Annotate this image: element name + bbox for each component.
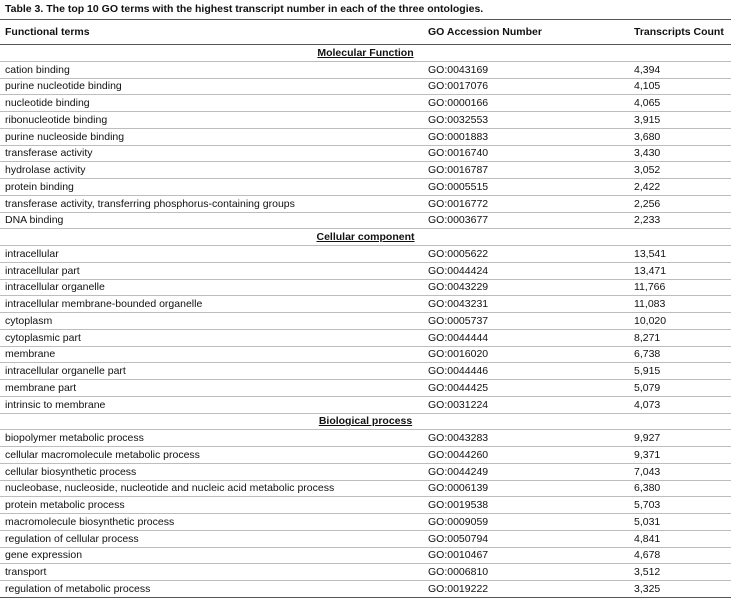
functional-term-cell: membrane part [0, 380, 423, 397]
table-row [0, 78, 731, 95]
functional-term-cell: intracellular [0, 246, 423, 263]
table-row [0, 480, 731, 497]
transcripts-count-cell: 3,052 [629, 162, 731, 179]
functional-term-cell: intracellular part [0, 262, 423, 279]
table-row [0, 547, 731, 564]
table-row [0, 430, 731, 447]
functional-term-cell: cytoplasmic part [0, 329, 423, 346]
functional-term-cell: nucleobase, nucleoside, nucleotide and nucleic acid metabolic process [0, 480, 423, 497]
section-row-cellular-component [0, 229, 731, 246]
table-row [0, 463, 731, 480]
section-row-molecular-function [0, 45, 731, 62]
functional-term-cell: transferase activity, transferring phosphorus-containing groups [0, 195, 423, 212]
section-title: Biological process [0, 413, 731, 430]
transcripts-count-cell: 11,083 [629, 296, 731, 313]
go-accession-cell: GO:0043229 [423, 279, 629, 296]
transcripts-count-cell: 2,256 [629, 195, 731, 212]
functional-term-cell: purine nucleoside binding [0, 128, 423, 145]
transcripts-count-cell: 5,079 [629, 380, 731, 397]
functional-term-cell: purine nucleotide binding [0, 78, 423, 95]
transcripts-count-cell: 13,471 [629, 262, 731, 279]
go-accession-cell: GO:0016772 [423, 195, 629, 212]
go-accession-cell: GO:0043169 [423, 61, 629, 78]
go-accession-cell: GO:0009059 [423, 514, 629, 531]
table-row [0, 313, 731, 330]
transcripts-count-cell: 9,371 [629, 447, 731, 464]
transcripts-count-cell: 11,766 [629, 279, 731, 296]
transcripts-count-cell: 10,020 [629, 313, 731, 330]
functional-term-cell: regulation of metabolic process [0, 581, 423, 598]
table-row [0, 212, 731, 229]
table-row [0, 112, 731, 129]
transcripts-count-cell: 9,927 [629, 430, 731, 447]
transcripts-count-cell: 5,031 [629, 514, 731, 531]
go-accession-cell: GO:0010467 [423, 547, 629, 564]
go-accession-cell: GO:0005515 [423, 179, 629, 196]
transcripts-count-cell: 3,915 [629, 112, 731, 129]
go-accession-cell: GO:0006810 [423, 564, 629, 581]
table-row [0, 329, 731, 346]
functional-term-cell: membrane [0, 346, 423, 363]
table-row [0, 514, 731, 531]
table-row [0, 262, 731, 279]
table-row [0, 396, 731, 413]
functional-term-cell: biopolymer metabolic process [0, 430, 423, 447]
functional-term-cell: intracellular membrane-bounded organelle [0, 296, 423, 313]
go-accession-cell: GO:0044260 [423, 447, 629, 464]
functional-term-cell: cation binding [0, 61, 423, 78]
table-row [0, 61, 731, 78]
transcripts-count-cell: 13,541 [629, 246, 731, 263]
transcripts-count-cell: 5,703 [629, 497, 731, 514]
go-accession-cell: GO:0016787 [423, 162, 629, 179]
transcripts-count-cell: 4,073 [629, 396, 731, 413]
go-accession-cell: GO:0000166 [423, 95, 629, 112]
functional-term-cell: transport [0, 564, 423, 581]
go-accession-cell: GO:0044444 [423, 329, 629, 346]
table-row [0, 195, 731, 212]
transcripts-count-cell: 3,512 [629, 564, 731, 581]
transcripts-count-cell: 6,738 [629, 346, 731, 363]
go-accession-cell: GO:0043283 [423, 430, 629, 447]
header-transcripts-count: Transcripts Count [629, 20, 731, 45]
transcripts-count-cell: 3,680 [629, 128, 731, 145]
go-accession-cell: GO:0016740 [423, 145, 629, 162]
transcripts-count-cell: 4,394 [629, 61, 731, 78]
table-row [0, 581, 731, 598]
functional-term-cell: macromolecule biosynthetic process [0, 514, 423, 531]
transcripts-count-cell: 4,841 [629, 530, 731, 547]
table-row [0, 296, 731, 313]
go-accession-cell: GO:0016020 [423, 346, 629, 363]
go-accession-cell: GO:0044424 [423, 262, 629, 279]
go-terms-table [0, 19, 731, 598]
transcripts-count-cell: 4,105 [629, 78, 731, 95]
table-row [0, 162, 731, 179]
transcripts-count-cell: 7,043 [629, 463, 731, 480]
go-accession-cell: GO:0032553 [423, 112, 629, 129]
table-row [0, 497, 731, 514]
go-accession-cell: GO:0003677 [423, 212, 629, 229]
transcripts-count-cell: 4,678 [629, 547, 731, 564]
table-row [0, 447, 731, 464]
functional-term-cell: intracellular organelle [0, 279, 423, 296]
functional-term-cell: regulation of cellular process [0, 530, 423, 547]
transcripts-count-cell: 5,915 [629, 363, 731, 380]
functional-term-cell: hydrolase activity [0, 162, 423, 179]
functional-term-cell: cellular macromolecule metabolic process [0, 447, 423, 464]
functional-term-cell: gene expression [0, 547, 423, 564]
transcripts-count-cell: 3,430 [629, 145, 731, 162]
go-accession-cell: GO:0044425 [423, 380, 629, 397]
transcripts-count-cell: 2,422 [629, 179, 731, 196]
go-accession-cell: GO:0006139 [423, 480, 629, 497]
functional-term-cell: nucleotide binding [0, 95, 423, 112]
section-row-biological-process [0, 413, 731, 430]
table-row [0, 145, 731, 162]
table-row [0, 95, 731, 112]
table-row [0, 564, 731, 581]
go-accession-cell: GO:0001883 [423, 128, 629, 145]
go-accession-cell: GO:0031224 [423, 396, 629, 413]
transcripts-count-cell: 4,065 [629, 95, 731, 112]
go-accession-cell: GO:0050794 [423, 530, 629, 547]
functional-term-cell: cellular biosynthetic process [0, 463, 423, 480]
table-row [0, 530, 731, 547]
header-row [0, 20, 731, 45]
functional-term-cell: intrinsic to membrane [0, 396, 423, 413]
go-accession-cell: GO:0019538 [423, 497, 629, 514]
table-caption: Table 3. The top 10 GO terms with the highest transcript number in each of the three ontologies. [5, 3, 484, 15]
go-accession-cell: GO:0019222 [423, 581, 629, 598]
go-accession-cell: GO:0017076 [423, 78, 629, 95]
table-row [0, 279, 731, 296]
go-accession-cell: GO:0005737 [423, 313, 629, 330]
functional-term-cell: ribonucleotide binding [0, 112, 423, 129]
table-header [0, 20, 731, 45]
functional-term-cell: transferase activity [0, 145, 423, 162]
functional-term-cell: intracellular organelle part [0, 363, 423, 380]
table-row [0, 128, 731, 145]
functional-term-cell: cytoplasm [0, 313, 423, 330]
functional-term-cell: protein metabolic process [0, 497, 423, 514]
table-body [0, 45, 731, 598]
header-functional-terms: Functional terms [0, 20, 423, 45]
go-accession-cell: GO:0044249 [423, 463, 629, 480]
table-row [0, 380, 731, 397]
section-title: Molecular Function [0, 45, 731, 62]
table-row [0, 363, 731, 380]
transcripts-count-cell: 2,233 [629, 212, 731, 229]
header-go-accession-number: GO Accession Number [423, 20, 629, 45]
transcripts-count-cell: 3,325 [629, 581, 731, 598]
functional-term-cell: DNA binding [0, 212, 423, 229]
table-row [0, 179, 731, 196]
go-accession-cell: GO:0044446 [423, 363, 629, 380]
functional-term-cell: protein binding [0, 179, 423, 196]
transcripts-count-cell: 8,271 [629, 329, 731, 346]
section-title: Cellular component [0, 229, 731, 246]
go-accession-cell: GO:0043231 [423, 296, 629, 313]
table-row [0, 246, 731, 263]
table-row [0, 346, 731, 363]
go-accession-cell: GO:0005622 [423, 246, 629, 263]
transcripts-count-cell: 6,380 [629, 480, 731, 497]
